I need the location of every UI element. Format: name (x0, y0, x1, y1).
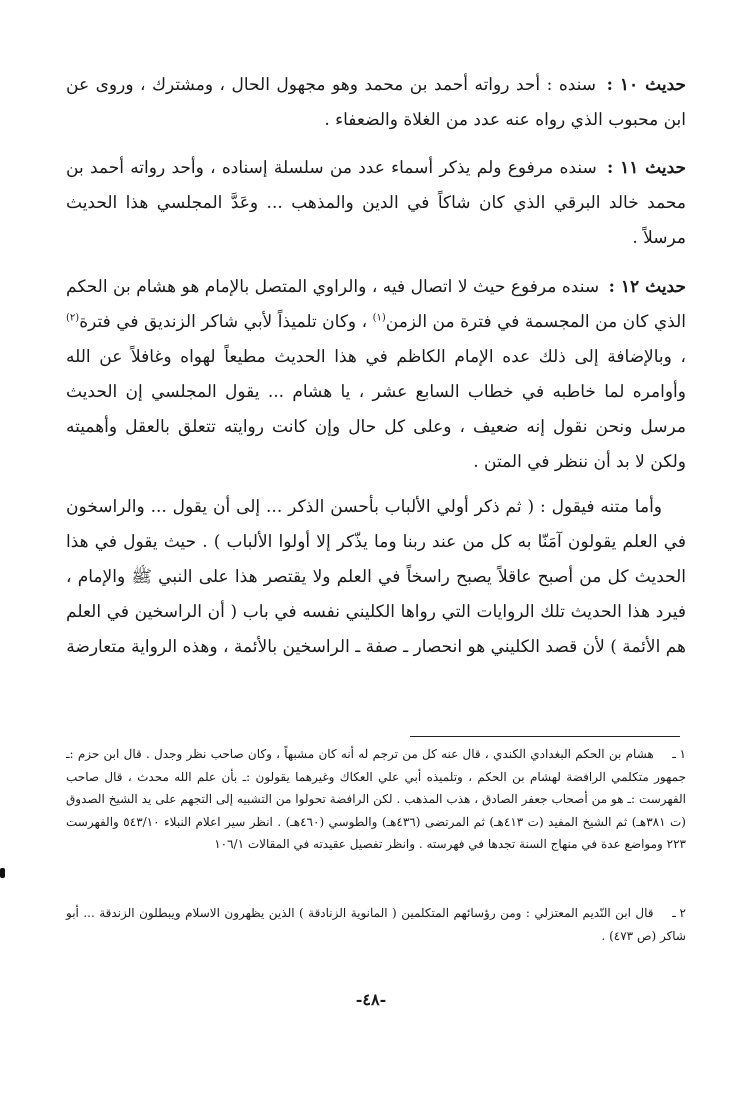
hadith-10-text: سنده : أحد رواته أحمد بن محمد وهو مجهول الحال ، ومشترك ، وروى عن ابن محبوب الذي رواه عنه عدد من الغلاة والضعفاء . (66, 75, 686, 130)
footnote-2-text: قال ابن النّديم المعتزلي : ومن رؤسائهم المتكلمين ( المانوية الزنادقة ) الذين يظهرون الاسلام ويبطلون الزندقة ... أبو شاكر (ص ٤٧٣) . (66, 906, 686, 943)
footnote-ref-2: (٢) (66, 312, 80, 324)
footnote-ref-1: (١) (372, 312, 386, 324)
hadith-11-label: حديث ١١ : (607, 158, 686, 178)
hadith-12-label: حديث ١٢ : (608, 277, 686, 297)
hadith-12-text-part3: ، وبالإضافة إلى ذلك عده الإمام الكاظم في هذا الحديث مطيعاً لهواه وغافلاً عن الله وأوامره لما خاطبه في خطاب السابع عشر ، يا هشام ... يقول المجلسي إن الحديث مرسل ونحن نقول إنه ضعيف ، وعلى كل حال وإن كانت روايته تتعلق بالعقل وأهميته ولكن لا بد أن ننظر في المتن . (66, 347, 686, 472)
main-paragraph-text: وأما متنه فيقول : ( ثم ذكر أولي الألباب بأحسن الذكر ... إلى أن يقول ... والراسخون في العلم يقولون آمَنّا به كل من عند ربنا وما يذّكر إلا أولوا الألباب ) . حيث يقول في هذا الحديث كل من أصبح عاقلاً يصبح راسخاً في العلم ولا يقتصر هذا على النبي ﷺ والإمام ، فيرد هذا الحديث تلك الروايات التي رواها الكليني نفسه في باب ( أن الراسخين في العلم هم الأئمة ) لأن قصد الكليني هو انحصار ـ صفة ـ الراسخين بالأئمة ، وهذه الرواية متعارضة (66, 497, 686, 657)
footnote-separator (410, 736, 680, 737)
footnote-1 (66, 743, 686, 856)
hadith-11 (66, 151, 686, 256)
hadith-12 (66, 270, 686, 480)
hadith-11-text: سنده مرفوع ولم يذكر أسماء عدد من سلسلة إسناده ، وأحد رواته أحمد بن محمد خالد البرقي الذي كان شاكاً في الدين والمذهب ... وعَدَّ المجلسي هذا الحديث مرسلاً . (66, 158, 686, 248)
hadith-10-label: حديث ١٠ : (606, 75, 687, 95)
footnote-1-text: هشام بن الحكم البغدادي الكندي ، قال عنه كل من ترجم له أنه كان مشبهاً ، وكان صاحب نظر وجدل . قال ابن حزم :ـ جمهور متكلمي الرافضة لهشام بن الحكم ، وتلميذه أبي علي العكاك وغيرهما يقولون :ـ بأن علم الله محدث ، قال صاحب الفهرست :ـ هو من أصحاب جعفر الصادق ، هذب المذهب . لكن الرافضة تحولوا من التشبيه إلى التجهم على يد الشيخ الصدوق (ت ٣٨١هـ) ثم الشيخ المفيد (ت ٤١٣هـ) ثم المرتضى (٤٣٦هـ) والطوسي (٤٦٠هـ) . انظر سير اعلام النبلاء ٥٤٣/١٠ والفهرست ٢٢٣ ومواضع عدة في منهاج السنة تجدها في فهرسته . وانظر تفصيل عقيدته في المقالات ١٠٦/١ (66, 747, 686, 851)
footnote-2-number: ٢ ـ (672, 906, 686, 920)
hadith-12-text-part1: سنده مرفوع حيث لا اتصال فيه ، والراوي المتصل بالإمام هو هشام بن الحكم الذي كان من المجسمة في فترة من الزمن (66, 277, 687, 332)
footnote-1-number: ١ ـ (672, 747, 686, 761)
footnote-2 (66, 902, 686, 947)
hadith-10 (66, 68, 686, 138)
main-paragraph (66, 490, 686, 665)
page-number: -٤٨- (355, 990, 387, 1009)
hadith-12-text-part2: ، وكان تلميذاً لأبي شاكر الزنديق في فترة (79, 312, 373, 332)
scan-mark (0, 868, 5, 878)
